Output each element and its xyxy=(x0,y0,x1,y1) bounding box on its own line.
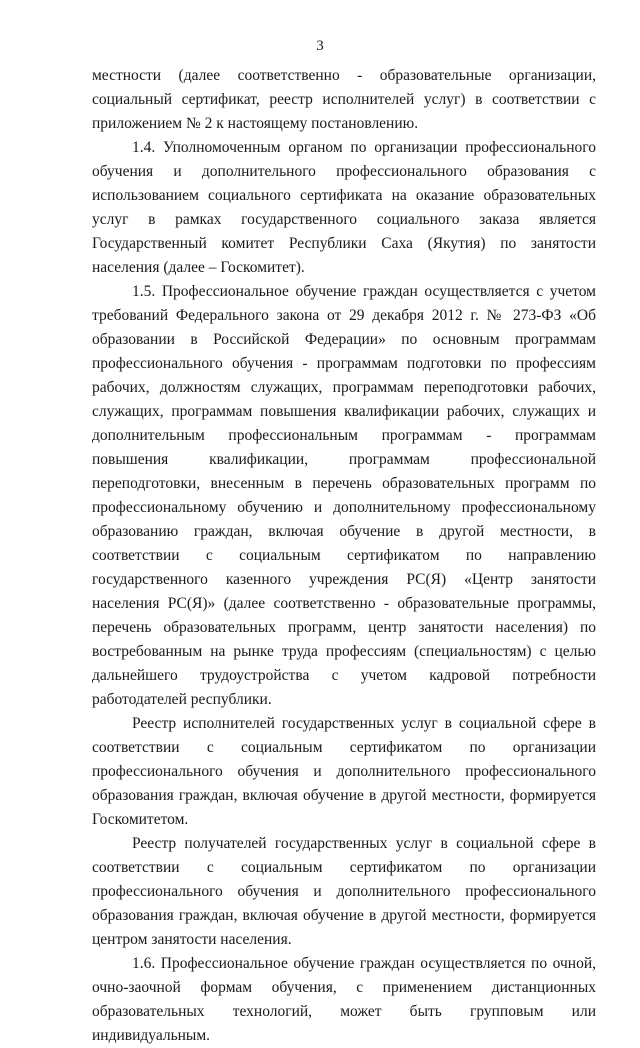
document-body xyxy=(92,64,596,1048)
page-number: 3 xyxy=(316,38,324,54)
paragraph-registry-providers: Реестр исполнителей государственных услуг в социальной сфере в соответствии с социальным сертификатом по организации профессионального обучения и дополнительного профессионального образования граждан, включая обучение в другой местности, формируется Госкомитетом. xyxy=(92,715,596,828)
paragraph-registry-recipients: Реестр получателей государственных услуг в социальной сфере в соответствии с социальным сертификатом по организации профессионального обучения и дополнительного профессионального образования граждан, включая обучение в другой местности, формируется центром занятости населения. xyxy=(92,835,596,948)
paragraph-1-5: 1.5. Профессиональное обучение граждан осуществляется с учетом требований Федерального закона от 29 декабря 2012 г. № 273-ФЗ «Об образовании в Российской Федерации» по основным программам профессионального обучения - программам подготовки по профессиям рабочих, должностям служащих, программам переподготовки рабочих, служащих, программам повышения квалификации рабочих, служащих и дополнительным профессиональным программам - программам повышения квалификации, программам профессиональной переподготовки, внесенным в перечень образовательных программ по профессиональному обучению и дополнительному профессиональному образованию граждан, включая обучение в другой местности, в соответствии с социальным сертификатом по направлению государственного казенного учреждения РС(Я) «Центр занятости населения РС(Я)» (далее соответственно - образовательные программы, перечень образовательных программ, центр занятости населения) по востребованным на рынке труда профессиям (специальностям) с целью дальнейшего трудоустройства с учетом кадровой потребности работодателей республики. xyxy=(92,283,596,708)
paragraph-1-4: 1.4. Уполномоченным органом по организации профессионального обучения и дополнительного профессионального образования с использованием социального сертификата на оказание образовательных услуг в рамках государственного социального заказа является Государственный комитет Республики Саха (Якутия) по занятости населения (далее – Госкомитет). xyxy=(92,139,596,276)
paragraph-1-6: 1.6. Профессиональное обучение граждан осуществляется по очной, очно-заочной формам обучения, с применением дистанционных образовательных технологий, может быть групповым или индивидуальным. xyxy=(92,955,596,1044)
paragraph-continuation: местности (далее соответственно - образовательные организации, социальный сертификат, реестр исполнителей услуг) в соответствии с приложением № 2 к настоящему постановлению. xyxy=(92,67,596,132)
